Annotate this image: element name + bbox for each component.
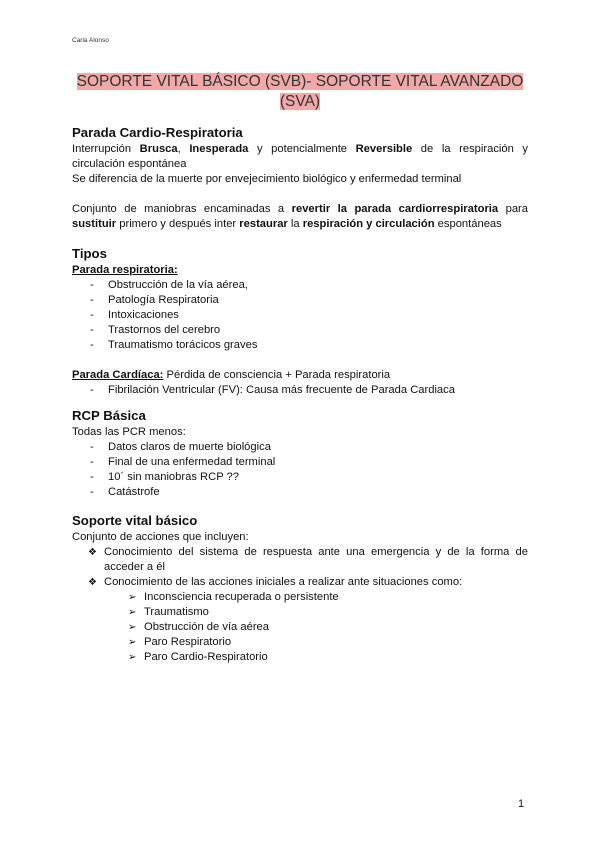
text: Conjunto de maniobras encaminadas a	[72, 203, 292, 215]
arrow-bullet-icon: ➢	[128, 622, 137, 633]
pcr-difference: Se diferencia de la muerte por envejecimiento biológico y enfermedad terminal	[72, 173, 462, 185]
dash-marker: -	[90, 441, 94, 453]
text: la	[287, 218, 303, 230]
list-item	[72, 338, 528, 353]
list-item	[72, 308, 528, 323]
list-item	[72, 383, 528, 398]
list-item-text: Inconsciencia recuperada o persistente	[144, 591, 339, 603]
arrow-bullet-icon: ➢	[128, 607, 137, 618]
list-item	[72, 575, 528, 590]
list-item-text: 10´ sin maniobras RCP ??	[108, 471, 239, 483]
text: Interrupción	[72, 143, 140, 155]
parada-respiratoria-label: Parada respiratoria:	[72, 264, 178, 276]
parada-cardiaca-list	[72, 383, 528, 398]
text: de la respiración y circulación espontánea	[72, 143, 529, 170]
text: ,	[177, 143, 190, 155]
tipos-heading: Tipos	[72, 246, 107, 261]
pcr-definition	[72, 142, 528, 172]
bold-text: Brusca	[139, 143, 178, 155]
list-item-text: Conocimiento del sistema de respuesta ante una emergencia y de la forma de acceder a él	[104, 546, 528, 573]
list-item-text: Obstrucción de la vía aérea,	[108, 279, 248, 291]
bold-text: revertir la parada cardiorrespiratoria	[291, 203, 499, 215]
section-svb	[72, 512, 528, 665]
list-item-text: Catástrofe	[108, 486, 160, 498]
list-item	[72, 470, 528, 485]
list-item-text: Traumatismo torácicos graves	[108, 339, 258, 351]
rcp-list	[72, 440, 528, 500]
pcr-heading: Parada Cardio-Respiratoria	[72, 125, 243, 140]
list-item-text: Conocimiento de las acciones iniciales a realizar ante situaciones como:	[104, 576, 463, 588]
list-item-text: Datos claros de muerte biológica	[108, 441, 271, 453]
parada-cardiaca-line	[72, 368, 528, 383]
dash-marker: -	[90, 471, 94, 483]
text: espontáneas	[434, 218, 502, 230]
arrow-bullet-icon: ➢	[128, 592, 137, 603]
list-item	[72, 278, 528, 293]
list-item	[72, 650, 528, 665]
bold-text: sustituir	[72, 218, 117, 230]
list-item	[72, 455, 528, 470]
dash-marker: -	[90, 384, 94, 396]
list-item-text: Trastornos del cerebro	[108, 324, 221, 336]
bold-text: Inesperada	[189, 143, 249, 155]
page-title	[72, 72, 528, 112]
section-rcp	[72, 407, 528, 500]
svb-sublist	[72, 590, 528, 665]
bold-text: respiración y circulación	[302, 218, 435, 230]
list-item-text: Patología Respiratoria	[108, 294, 219, 306]
rcp-heading: RCP Básica	[72, 408, 146, 423]
list-item	[72, 323, 528, 338]
section-pcr	[72, 124, 528, 232]
text: primero y después inter	[116, 218, 240, 230]
bold-text: restaurar	[239, 218, 288, 230]
parada-respiratoria-list	[72, 278, 528, 353]
page-title-text: SOPORTE VITAL BÁSICO (SVB)- SOPORTE VITAL AVANZADO (SVA)	[76, 73, 524, 110]
dash-marker: -	[90, 486, 94, 498]
dash-marker: -	[90, 339, 94, 351]
dash-marker: -	[90, 456, 94, 468]
dash-marker: -	[90, 294, 94, 306]
list-item-text: Final de una enfermedad terminal	[108, 456, 276, 468]
list-item	[72, 590, 528, 605]
list-item	[72, 440, 528, 455]
parada-cardiaca-label: Parada Cardíaca:	[72, 369, 164, 381]
list-item	[72, 545, 528, 575]
text: y potencialmente	[248, 143, 356, 155]
section-tipos	[72, 245, 528, 398]
list-item	[72, 293, 528, 308]
list-item	[72, 485, 528, 500]
list-item-text: Paro Cardio-Respiratorio	[144, 651, 268, 663]
parada-cardiaca-text: Pérdida de consciencia + Parada respiratoria	[163, 369, 391, 381]
diamond-bullet-icon: ❖	[88, 547, 97, 558]
pcr-maneuvers	[72, 202, 528, 232]
dash-marker: -	[90, 309, 94, 321]
dash-marker: -	[90, 324, 94, 336]
list-item-text: Paro Respiratorio	[144, 636, 232, 648]
text: para	[498, 203, 528, 215]
list-item-text: Traumatismo	[144, 606, 209, 618]
page-number: 1	[518, 798, 525, 810]
dash-marker: -	[90, 279, 94, 291]
list-item-text: Intoxicaciones	[108, 309, 179, 321]
list-item	[72, 620, 528, 635]
list-item-text: Obstrucción de vía aérea	[144, 621, 269, 633]
list-item	[72, 635, 528, 650]
list-item-text: Fibrilación Ventricular (FV): Causa más frecuente de Parada Cardiaca	[108, 384, 455, 396]
list-item	[72, 605, 528, 620]
svb-intro: Conjunto de acciones que incluyen:	[72, 531, 249, 543]
svb-list	[72, 545, 528, 590]
bold-text: Reversible	[355, 143, 413, 155]
rcp-intro: Todas las PCR menos:	[72, 426, 186, 438]
arrow-bullet-icon: ➢	[128, 652, 137, 663]
arrow-bullet-icon: ➢	[128, 637, 137, 648]
header-author: Carla Alonso	[72, 37, 109, 44]
diamond-bullet-icon: ❖	[88, 577, 97, 588]
svb-heading: Soporte vital básico	[72, 513, 198, 528]
